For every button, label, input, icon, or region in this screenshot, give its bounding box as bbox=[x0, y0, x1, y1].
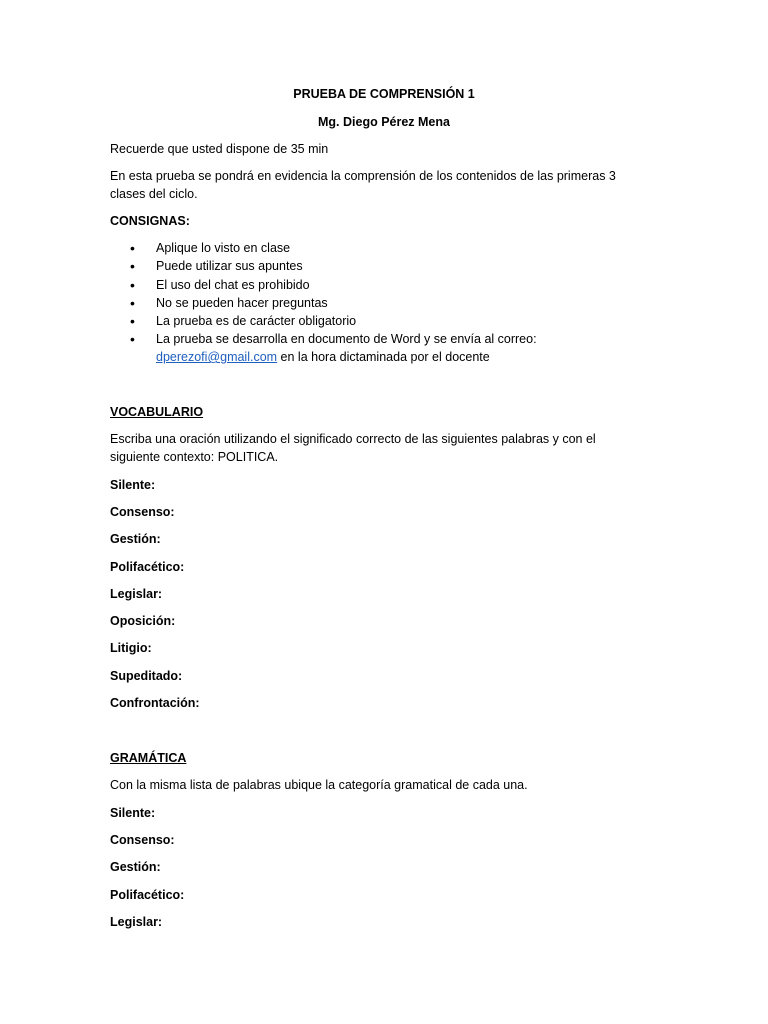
bullet-icon: • bbox=[130, 240, 135, 256]
consignas-heading: CONSIGNAS: bbox=[110, 214, 190, 228]
vocab-word: Confrontación: bbox=[110, 696, 200, 710]
vocabulario-heading: VOCABULARIO bbox=[110, 405, 204, 419]
list-item: La prueba es de carácter obligatorio bbox=[156, 314, 357, 328]
vocab-word: Oposición: bbox=[110, 614, 176, 628]
grammar-word: Silente: bbox=[110, 806, 156, 820]
grammar-word: Legislar: bbox=[110, 915, 163, 929]
time-note: Recuerde que usted dispone de 35 min bbox=[110, 142, 329, 156]
bullet-icon: • bbox=[130, 258, 135, 274]
vocab-word: Silente: bbox=[110, 478, 156, 492]
bullet-icon: • bbox=[130, 295, 135, 311]
document-title: PRUEBA DE COMPRENSIÓN 1 bbox=[293, 87, 475, 101]
vocab-word: Consenso: bbox=[110, 505, 175, 519]
description-line-2: clases del ciclo. bbox=[110, 187, 198, 201]
vocab-word: Litigio: bbox=[110, 641, 152, 655]
list-item: Puede utilizar sus apuntes bbox=[156, 259, 303, 273]
list-item: La prueba se desarrolla en documento de Word y se envía al correo: bbox=[156, 332, 537, 346]
vocab-word: Supeditado: bbox=[110, 669, 183, 683]
list-item: Aplique lo visto en clase bbox=[156, 241, 291, 255]
gramatica-instruction: Con la misma lista de palabras ubique la categoría gramatical de cada una. bbox=[110, 778, 528, 792]
grammar-word: Polifacético: bbox=[110, 888, 185, 902]
grammar-word: Consenso: bbox=[110, 833, 175, 847]
vocabulario-instruction-line-2: siguiente contexto: POLITICA. bbox=[110, 450, 279, 464]
bullet-icon: • bbox=[130, 313, 135, 329]
vocab-word: Polifacético: bbox=[110, 560, 185, 574]
list-item: No se pueden hacer preguntas bbox=[156, 296, 328, 310]
vocab-word: Gestión: bbox=[110, 532, 161, 546]
gramatica-heading: GRAMÁTICA bbox=[110, 751, 187, 765]
email-suffix: en la hora dictaminada por el docente bbox=[277, 350, 490, 364]
list-item: El uso del chat es prohibido bbox=[156, 278, 310, 292]
vocab-word: Legislar: bbox=[110, 587, 163, 601]
grammar-word: Gestión: bbox=[110, 860, 161, 874]
description-line-1: En esta prueba se pondrá en evidencia la comprensión de los contenidos de las primeras 3 bbox=[110, 169, 616, 183]
bullet-icon: • bbox=[130, 277, 135, 293]
vocabulario-instruction-line-1: Escriba una oración utilizando el significado correcto de las siguientes palabras y con el bbox=[110, 432, 596, 446]
email-link[interactable]: dperezofi@gmail.com bbox=[156, 350, 278, 364]
email-line bbox=[156, 349, 490, 366]
bullet-icon: • bbox=[130, 331, 135, 347]
document-author: Mg. Diego Pérez Mena bbox=[318, 115, 450, 129]
